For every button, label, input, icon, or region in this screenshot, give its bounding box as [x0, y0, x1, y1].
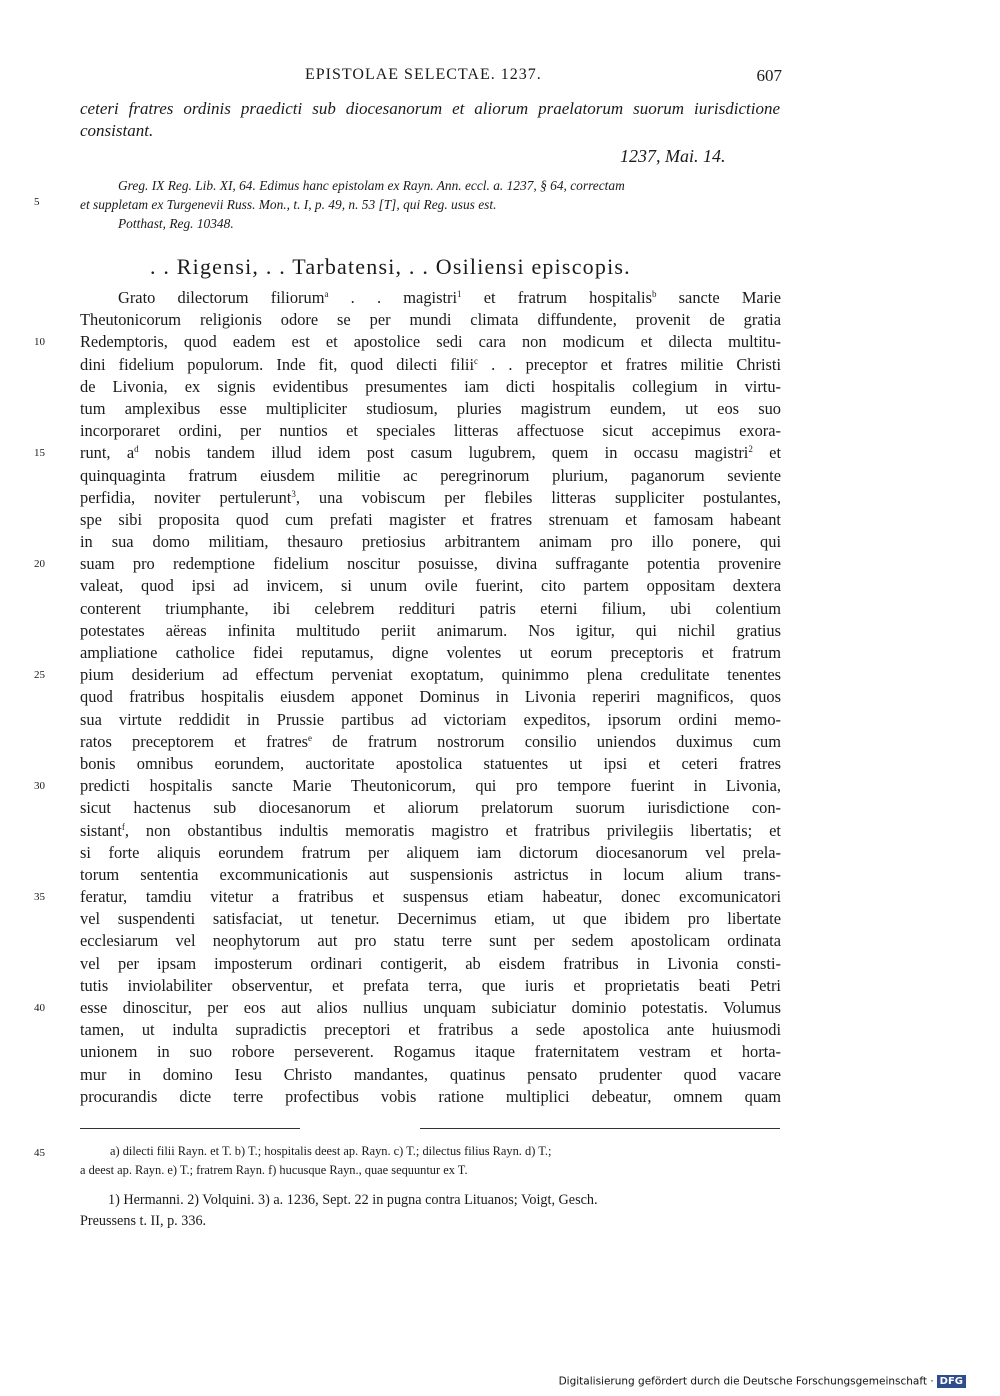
body-line [80, 864, 781, 886]
footnote-marker: d [134, 444, 139, 455]
footnote-line: a deest ap. Rayn. e) T.; fratrem Rayn. f) hucusque Rayn., quae sequuntur ex T. [80, 1163, 468, 1177]
footnote-rule [420, 1128, 780, 1129]
body-line [80, 775, 781, 797]
letter-date: 1237, Mai. 14. [620, 146, 726, 166]
line-text: de Livonia, ex signis evidentibus presumentes iam dicti hospitalis collegium in virtu- [80, 376, 781, 396]
footnote-marker: c [474, 355, 479, 366]
footnote-marker: a [324, 289, 329, 299]
line-text: . . magistri [328, 288, 458, 307]
line-text: , non obstantibus indultis memoratis magistro et fratribus privilegiis libertatis; et [124, 820, 781, 840]
line-text: quod fratribus hospitalis eiusdem apponet Dominus in Livonia reperiri magnificos, quos [80, 687, 781, 707]
body-line [80, 354, 781, 376]
line-text: tum amplexibus esse multipliciter studiosum, pluries magistrum eundem, ut eos suo [80, 398, 781, 418]
footnote-rule [80, 1128, 300, 1129]
line-text: bonis omnibus eorundem, auctoritate apostolica statuentes ut ipsi et ceteri fratres [80, 753, 781, 773]
line-text: nobis tandem illud idem post casum lugubrem, quem in occasu magistri [138, 443, 749, 463]
commentary-notes [80, 1190, 800, 1232]
margin-line-number: 45 [34, 1147, 45, 1159]
line-text: runt, a [80, 443, 135, 463]
footnote-marker: 1 [457, 289, 462, 299]
line-text: ampliatione catholice fidei reputamus, digne volentes ut eorum preceptoris et fratrum [80, 643, 781, 662]
source-line: et suppletam ex Turgenevii Russ. Mon., t. I, p. 49, n. 53 [T], qui Reg. usus est. [80, 197, 497, 212]
digitization-credit [559, 1375, 966, 1388]
footnote-marker: 2 [748, 444, 753, 455]
body-line [80, 953, 781, 975]
line-text: in sua domo militiam, thesauro pretiosius arbitrantem animam pro illo ponere, qui [80, 532, 781, 552]
margin-line-number: 5 [34, 196, 40, 208]
body-line [80, 731, 781, 753]
footnote-line: a) dilecti filii Rayn. et T. b) T.; hospitalis deest ap. Rayn. c) T.; dilectus filius Rayn. d) T.; [110, 1144, 552, 1158]
line-text: feratur, tamdiu vitetur a fratribus et suspensus etiam habeatur, donec excomunicatori [80, 887, 781, 907]
footnote-line: 1) Hermanni. 2) Volquini. 3) a. 1236, Sept. 22 in pugna contra Lituanos; Voigt, Gesch. [108, 1192, 598, 1208]
line-text: mur in domino Iesu Christo mandantes, quatinus pensato prudenter quod vacare [80, 1064, 781, 1084]
line-text: . . preceptor et fratres militie Christi [478, 354, 781, 374]
body-line [80, 664, 781, 686]
body-line [80, 642, 781, 664]
line-text: Redemptoris, quod eadem est et apostolice sedi cara non modicum et dilecta multitu- [80, 332, 781, 352]
footnote-marker: e [307, 732, 312, 743]
letter-body [80, 287, 781, 1108]
margin-line-number: 20 [34, 558, 45, 570]
line-text: , una vobiscum per flebiles litteras suppliciter postulantes, [295, 487, 781, 507]
line-text: unionem in suo robore perseverent. Rogamus itaque fraternitatem vestram et horta- [80, 1042, 781, 1062]
margin-line-number: 30 [34, 780, 45, 792]
body-line [80, 686, 781, 708]
dfg-logo: DFG [937, 1375, 966, 1388]
source-line: Greg. IX Reg. Lib. XI, 64. Edimus hanc epistolam ex Rayn. Ann. eccl. a. 1237, § 64, correctam [118, 178, 625, 193]
line-text: pium desiderium ad effectum perveniat exoptatum, quinimmo plena credulitate tenentes [80, 665, 781, 685]
line-text: et [752, 443, 781, 463]
body-line [80, 398, 781, 420]
credit-text: Digitalisierung gefördert durch die Deutsche Forschungsgemeinschaft · [558, 1375, 934, 1388]
running-head [0, 66, 1000, 88]
line-text: valeat, quod ipsi ad invicem, si unum ovile fuerint, cito partem oppositam dextera [80, 576, 781, 596]
line-text: predicti hospitalis sancte Marie Theutonicorum, qui pro tempore fuerint in Livonia, [80, 776, 781, 796]
line-text: ecclesiarum vel neophytorum aut pro statu terre sunt per sedem apostolicam ordinata [80, 931, 781, 951]
body-line [80, 420, 781, 442]
body-line [80, 753, 781, 775]
body-line [80, 442, 781, 464]
body-line [80, 465, 781, 487]
body-line [80, 908, 781, 930]
body-line [80, 842, 781, 864]
body-line [80, 975, 781, 997]
source-line: Potthast, Reg. 10348. [118, 216, 234, 231]
line-text: perfidia, noviter pertulerunt [80, 487, 292, 507]
footnote-marker: f [121, 821, 125, 832]
body-line [80, 309, 781, 331]
line-text: sicut hactenus sub diocesanorum et aliorum prelatorum suorum iurisdictione con- [80, 798, 781, 818]
body-line [80, 1064, 781, 1086]
body-line [80, 820, 781, 842]
footnote-marker: b [651, 289, 657, 299]
continuation-text: ceteri fratres ordinis praedicti sub diocesanorum et aliorum praelatorum suorum iurisdictione consistant. [80, 99, 780, 140]
body-line [80, 598, 781, 620]
line-text: esse dinoscitur, per eos aut alios nullius unquam subiciatur dominio potestatis. Volumus [80, 998, 781, 1017]
line-text: suam pro redemptione fidelium noscitur posuisse, divina suffragante potentia provenire [80, 554, 781, 574]
running-title: EPISTOLAE SELECTAE. 1237. [305, 66, 542, 83]
margin-line-number: 10 [34, 336, 45, 348]
body-line [80, 1086, 781, 1108]
line-text: si forte aliquis eorundem fratrum per aliquem iam dictorum diocesanorum vel prela- [80, 842, 781, 862]
line-text: spe sibi proposita quod cum prefati magister et fratres strenuam et famosam habeant [80, 509, 781, 529]
line-text: et fratrum hospitalis [461, 288, 652, 307]
body-line [80, 1041, 781, 1063]
body-line [80, 930, 781, 952]
line-text: dini fidelium populorum. Inde fit, quod dilecti filii [80, 354, 475, 374]
line-text: tutis inviolabiliter observentur, et prefata terra, que iuris et proprietatis beati Petri [80, 975, 781, 995]
line-text: Grato dilectorum filiorum [118, 288, 325, 307]
body-line [80, 487, 781, 509]
body-line [80, 376, 781, 398]
line-text: procurandis dicte terre profectibus vobis ratione multiplici debeatur, omnem quam [80, 1086, 781, 1106]
line-text: potestates aëreas infinita multitudo periit animarum. Nos igitur, qui nichil gratius [80, 620, 781, 640]
body-line [80, 620, 781, 642]
line-text: de fratrum nostrorum consilio uniendos duximus cum [311, 731, 781, 751]
body-line [80, 575, 781, 597]
line-text: incorporaret ordini, per nuntios et speciales litteras affectuose sicut accepimus exora- [80, 421, 781, 441]
body-line [80, 331, 781, 353]
margin-line-number: 35 [34, 891, 45, 903]
line-text: sancte Marie [656, 288, 781, 307]
line-text: vel suspendenti satisfaciat, ut tenetur. Decernimus etiam, ut que ibidem pro libertate [80, 909, 781, 929]
body-line [80, 531, 781, 553]
line-text: sua virtute reddidit in Prussie partibus ad victoriam expeditos, ipsorum ordini memo- [80, 709, 781, 729]
critical-apparatus [80, 1142, 800, 1180]
line-text: vel per ipsam imposterum ordinari contigerit, ab eisdem fratribus in Livonia consti- [80, 953, 781, 973]
body-line [80, 1019, 781, 1041]
line-text: Theutonicorum religionis odore se per mundi climata diffundente, provenit de gratia [80, 310, 781, 330]
line-text: quinquaginta fratrum eiusdem militie ac peregrinorum plurium, paganorum seviente [80, 465, 781, 485]
body-line [80, 553, 781, 575]
line-text: torum sententia excommunicationis aut suspensionis astrictus in locum alium trans- [80, 864, 781, 884]
page-number: 607 [756, 66, 782, 85]
body-line [80, 287, 781, 309]
margin-line-number: 40 [34, 1002, 45, 1014]
margin-line-number: 25 [34, 669, 45, 681]
line-text: conterent triumphante, ibi celebrem reddituri patris eterni filium, ubi colentium [80, 598, 781, 618]
body-line [80, 997, 781, 1019]
body-line [80, 709, 781, 731]
body-line [80, 886, 781, 908]
line-text: ratos preceptorem et fratres [80, 731, 308, 751]
footnote-line: Preussens t. II, p. 336. [80, 1213, 207, 1229]
footnote-marker: 3 [291, 488, 296, 499]
margin-line-number: 15 [34, 447, 45, 459]
body-line [80, 509, 781, 531]
letter-heading: . . Rigensi, . . Tarbatensi, . . Osiliensi episcopis. [150, 254, 631, 279]
line-text: tamen, ut indulta supradictis preceptori et fratribus a sede apostolica ante huiusmodi [80, 1020, 781, 1040]
source-note [80, 176, 790, 233]
body-line [80, 797, 781, 819]
line-text: sistant [80, 820, 122, 840]
